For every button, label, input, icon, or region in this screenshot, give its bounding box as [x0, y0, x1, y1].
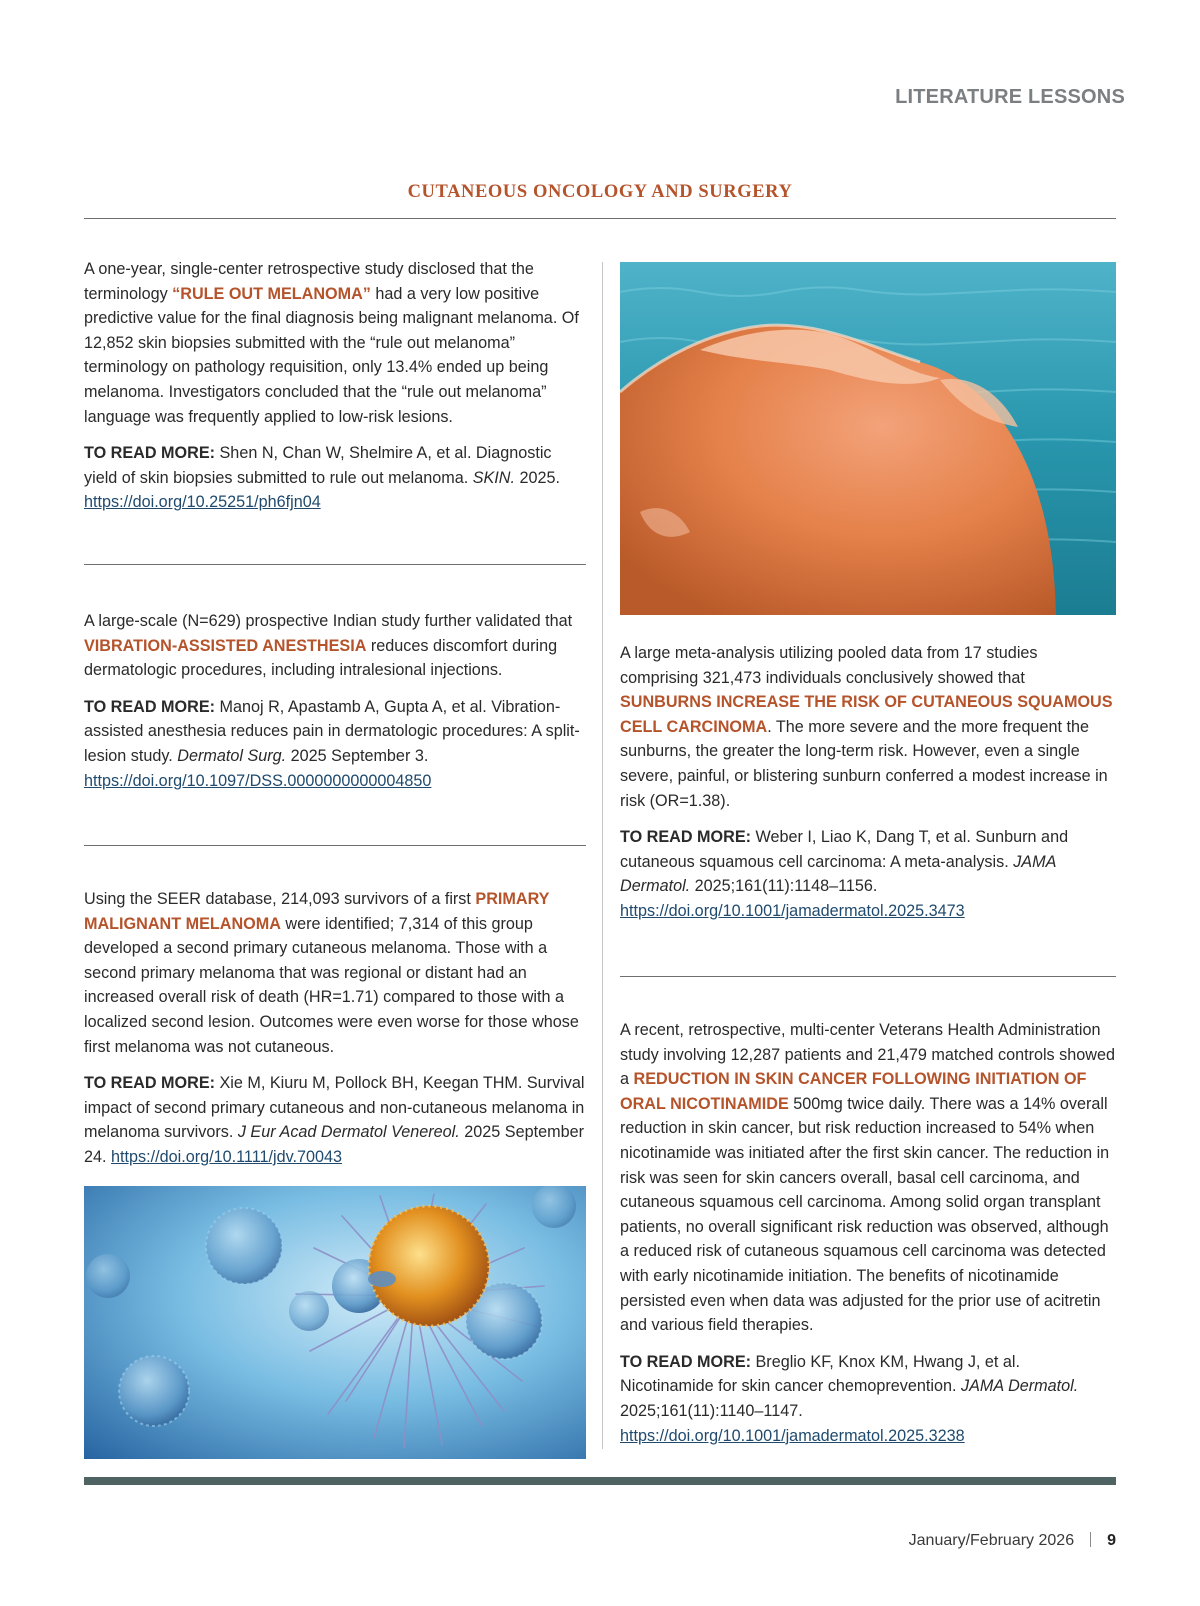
highlight-term: SUNBURNS INCREASE THE RISK OF CUTANEOUS SQUAMOUS CELL CARCINOMA [620, 693, 1113, 736]
article-sunburn-scc [620, 641, 1116, 924]
journal-name: JAMA Dermatol. [620, 852, 1056, 896]
footer-separator [1090, 1532, 1091, 1547]
section-title: CUTANEOUS ONCOLOGY AND SURGERY [407, 182, 793, 202]
page-number: 9 [1107, 1532, 1116, 1549]
journal-name: J Eur Acad Dermatol Venereol. [237, 1123, 460, 1142]
doi-link[interactable]: https://doi.org/10.1111/jdv.70043 [111, 1147, 342, 1166]
body-text: Using the SEER database, 214,093 survivors of a first [84, 890, 476, 908]
journal-name: SKIN. [472, 468, 515, 487]
article-rule-out-melanoma [84, 257, 586, 515]
reference-tail: 2025 September 24. [84, 1123, 584, 1166]
body-text: A large-scale (N=629) prospective Indian study further validated that [84, 612, 573, 630]
article-body [620, 641, 1116, 813]
article-body [84, 887, 586, 1059]
to-read-more-label: TO READ MORE: [84, 1074, 216, 1093]
to-read-more-label: TO READ MORE: [620, 1352, 752, 1371]
reference-tail: 2025 September 3. [286, 746, 429, 765]
column-divider [602, 262, 603, 1449]
body-text: A one-year, single-center retrospective study disclosed that the terminology [84, 260, 534, 303]
issue-date: January/February 2026 [908, 1532, 1075, 1549]
highlight-term: PRIMARY MALIGNANT MELANOMA [84, 890, 550, 933]
body-text: were identified; 7,314 of this group developed a second primary cutaneous melanoma. Those with a second primary melanoma that was regional or distant had an increased overall risk of death (HR=1.71) compared to those with a localized second lesion. Outcomes were even worse for those whose first melanoma was not cutaneous. [84, 914, 579, 1056]
reference-tail: 2025;161(11):1148–1156. [690, 877, 878, 896]
reference-text: Manoj R, Apastamb A, Gupta A, et al. Vibration-assisted anesthesia reduces pain in dermatologic procedures: A split-lesion study. [84, 697, 580, 765]
body-text: A recent, retrospective, multi-center Veterans Health Administration study involving 12,287 patients and 21,479 matched controls showed a [620, 1021, 1115, 1089]
reference-text: Weber I, Liao K, Dang T, et al. Sunburn and cutaneous squamous cell carcinoma: A meta-analysis. [620, 828, 1069, 871]
highlight-term: “RULE OUT MELANOMA” [172, 284, 371, 303]
doi-link[interactable]: https://doi.org/10.1097/DSS.0000000000004850 [84, 771, 432, 790]
reference-text: Breglio KF, Knox KM, Hwang J, et al. Nicotinamide for skin cancer chemoprevention. [620, 1352, 1021, 1396]
reference [84, 1071, 586, 1169]
highlight-term: REDUCTION IN SKIN CANCER FOLLOWING INITIATION OF ORAL NICOTINAMIDE [620, 1070, 1087, 1113]
reference [620, 825, 1116, 923]
to-read-more-label: TO READ MORE: [84, 697, 216, 716]
reference-text: Xie M, Kiuru M, Pollock BH, Keegan THM. Survival impact of second primary cutaneous and non-cutaneous melanoma in melanoma survivors. [84, 1074, 585, 1142]
reference [84, 695, 586, 793]
reference [84, 441, 586, 515]
page-footer [909, 1532, 1116, 1550]
article-separator [84, 845, 586, 846]
article-separator [84, 564, 586, 565]
bottom-bar [84, 1477, 1116, 1485]
reference-tail: 2025;161(11):1140–1147. [620, 1401, 803, 1420]
reference [620, 1350, 1116, 1448]
body-text: A large meta-analysis utilizing pooled data from 17 studies comprising 321,473 individuals conclusively showed that [620, 644, 1038, 687]
article-body [84, 609, 586, 683]
article-body [620, 1018, 1116, 1338]
doi-link[interactable]: https://doi.org/10.1001/jamadermatol.2025.3238 [620, 1426, 965, 1445]
cancer-cell-illustration [84, 1186, 586, 1459]
journal-name: JAMA Dermatol. [961, 1377, 1079, 1396]
article-nicotinamide [620, 1018, 1116, 1448]
reference-text: Shen N, Chan W, Shelmire A, et al. Diagnostic yield of skin biopsies submitted to rule out melanoma. [84, 444, 552, 487]
sunburn-shoulder-photo [620, 262, 1116, 615]
running-head: LITERATURE LESSONS [895, 86, 1125, 108]
article-primary-melanoma [84, 887, 586, 1170]
journal-name: Dermatol Surg. [177, 746, 287, 765]
body-text: had a very low positive predictive value for the final diagnosis being malignant melanoma. Of 12,852 skin biopsies submitted with the “rule out melanoma” terminology on pathology requisition, only 13.4% ended up being melanoma. Investigators concluded that the “rule out melanoma” language was frequently applied to low-risk lesions. [84, 284, 579, 426]
body-text: reduces discomfort during dermatologic procedures, including intralesional injections. [84, 636, 558, 680]
to-read-more-label: TO READ MORE: [84, 444, 216, 463]
body-text: . The more severe and the more frequent the sunburns, the greater the long-term risk. However, even a single severe, painful, or blistering sunburn conferred a modest increase in risk (OR=1.38). [620, 717, 1108, 810]
highlight-term: VIBRATION-ASSISTED ANESTHESIA [84, 636, 367, 655]
body-text: 500mg twice daily. There was a 14% overall reduction in skin cancer, but risk reduction increased to 54% when nicotinamide was initiated after the first skin cancer. The reduction in risk was seen for skin cancers overall, basal cell carcinoma, and cutaneous squamous cell carcinoma. Among solid organ transplant patients, no overall significant risk reduction was observed, although a reduced risk of cutaneous squamous cell carcinoma was detected with early nicotinamide initiation. The benefits of nicotinamide persisted even when data was adjusted for the prior use of acitretin and various field therapies. [620, 1094, 1110, 1335]
reference-tail: 2025. [514, 468, 560, 487]
doi-link[interactable]: https://doi.org/10.1001/jamadermatol.2025.3473 [620, 901, 965, 920]
article-vibration-anesthesia [84, 609, 586, 793]
article-body [84, 257, 586, 429]
section-rule [84, 218, 1116, 219]
to-read-more-label: TO READ MORE: [620, 828, 752, 847]
article-separator [620, 976, 1116, 977]
doi-link[interactable]: https://doi.org/10.25251/ph6fjn04 [84, 493, 321, 512]
